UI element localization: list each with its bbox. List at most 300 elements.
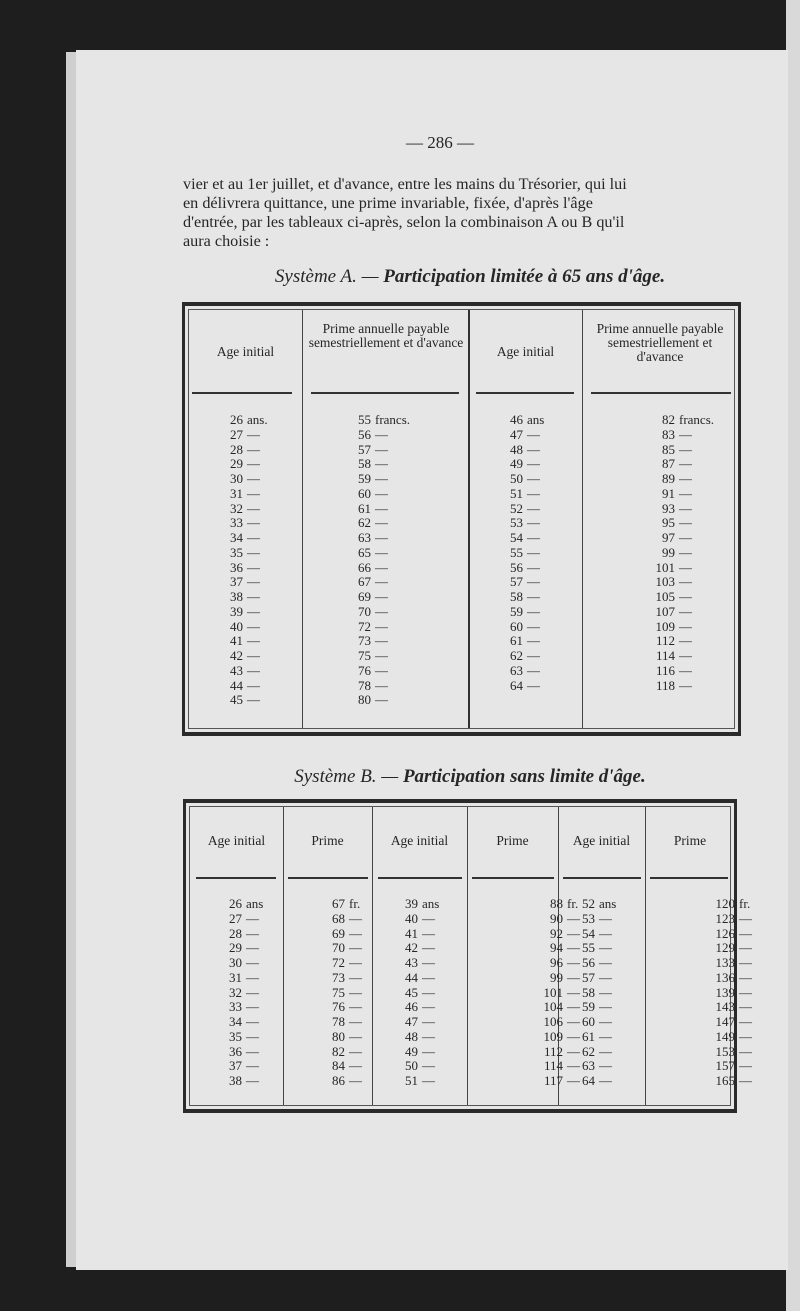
systeme-a-title: Participation limitée à 65 ans d'âge. <box>383 266 666 287</box>
header-prime: Prime annuelle payable semestriellement et d'avance <box>596 321 724 364</box>
age-value: 33 <box>230 515 243 531</box>
premium-value: 82 <box>662 412 675 427</box>
age-unit: — <box>247 589 260 604</box>
table-row <box>457 897 769 912</box>
age-value: 42 <box>230 648 243 663</box>
premium-value: 112 <box>543 1043 563 1059</box>
age-unit: — <box>247 662 260 678</box>
premium-value: 80 <box>332 1028 345 1044</box>
age-value: 39 <box>230 603 243 619</box>
age-unit: — <box>527 603 540 619</box>
age-value: 27 <box>230 426 243 442</box>
premium-unit: — <box>375 603 388 619</box>
age-unit: — <box>599 925 612 941</box>
age-unit: — <box>422 910 435 926</box>
age-unit: — <box>527 515 540 531</box>
age-value: 32 <box>229 984 242 1000</box>
age-value: 51 <box>510 485 523 501</box>
age-value: 32 <box>230 500 243 516</box>
table-row <box>161 413 435 428</box>
premium-value: 165 <box>715 1073 735 1088</box>
age-value: 64 <box>582 1073 595 1088</box>
age-value: 30 <box>229 955 242 970</box>
premium-unit: — <box>739 999 752 1015</box>
header-rule <box>196 877 276 879</box>
premium-unit: fr. <box>739 896 751 911</box>
table-row <box>161 502 435 517</box>
table-row <box>447 457 739 472</box>
age-unit: — <box>247 530 260 545</box>
table-row <box>161 472 435 487</box>
premium-value: 72 <box>358 618 371 634</box>
premium-unit: — <box>349 1058 362 1074</box>
age-value: 55 <box>582 940 595 956</box>
premium-value: 105 <box>655 589 675 604</box>
premium-value: 94 <box>550 940 563 956</box>
header-age-initial: Age initial <box>572 833 631 848</box>
premium-unit: — <box>739 1058 752 1074</box>
premium-unit: — <box>567 1058 580 1074</box>
age-unit: — <box>527 441 540 457</box>
age-unit: — <box>247 456 260 472</box>
table-row <box>457 1074 769 1089</box>
table-row <box>447 531 739 546</box>
premium-value: 82 <box>332 1043 345 1059</box>
table-row <box>457 1045 769 1060</box>
age-value: 53 <box>582 910 595 926</box>
age-unit: — <box>247 574 260 590</box>
premium-value: 62 <box>358 515 371 531</box>
premium-value: 84 <box>332 1058 345 1074</box>
age-value: 29 <box>229 940 242 956</box>
premium-value: 78 <box>358 677 371 693</box>
header-age-initial: Age initial <box>390 833 449 848</box>
table-row <box>161 516 435 531</box>
age-unit: — <box>527 471 540 486</box>
age-value: 35 <box>229 1028 242 1044</box>
premium-unit: — <box>679 441 692 457</box>
premium-unit: — <box>567 1014 580 1029</box>
age-value: 44 <box>405 969 418 985</box>
age-unit: — <box>422 925 435 941</box>
header-rule <box>472 877 554 879</box>
premium-value: 93 <box>662 500 675 516</box>
premium-unit: — <box>567 969 580 985</box>
table-row <box>447 472 739 487</box>
premium-value: 99 <box>662 544 675 560</box>
age-value: 57 <box>510 574 523 590</box>
table-row <box>457 1030 769 1045</box>
age-unit: — <box>527 559 540 575</box>
premium-unit: francs. <box>679 412 715 427</box>
premium-unit: — <box>739 910 752 926</box>
table-row <box>457 1015 769 1030</box>
page-number: — 286 — <box>406 133 474 152</box>
table-row <box>457 1000 769 1015</box>
premium-unit: — <box>567 1073 580 1088</box>
premium-value: 99 <box>550 969 563 985</box>
premium-unit: — <box>349 1028 362 1044</box>
premium-value: 78 <box>332 1014 345 1029</box>
header-age-initial: Age initial <box>216 344 275 359</box>
premium-value: 143 <box>715 999 735 1015</box>
age-value: 63 <box>510 662 523 678</box>
table-row <box>447 413 739 428</box>
premium-value: 56 <box>358 426 371 442</box>
premium-unit: — <box>679 456 692 472</box>
systeme-a-left-rows <box>161 413 435 708</box>
premium-unit: — <box>739 1073 752 1088</box>
age-value: 61 <box>510 633 523 649</box>
premium-value: 104 <box>543 999 563 1015</box>
intro-line: d'entrée, par les tableaux ci-après, selon la combinaison A ou B qu'il <box>183 213 625 231</box>
table-row <box>447 664 739 679</box>
age-value: 45 <box>230 692 243 708</box>
age-value: 54 <box>582 925 595 941</box>
table-row <box>447 679 739 694</box>
premium-unit: — <box>375 662 388 678</box>
age-value: 41 <box>230 633 243 649</box>
premium-value: 76 <box>332 999 345 1015</box>
age-unit: ans. <box>247 412 268 427</box>
age-unit: — <box>247 559 260 575</box>
table-row <box>161 634 435 649</box>
age-unit: — <box>527 677 540 693</box>
age-value: 58 <box>510 589 523 604</box>
age-unit: — <box>246 984 259 1000</box>
premium-unit: — <box>349 984 362 1000</box>
age-unit: — <box>247 471 260 486</box>
premium-unit: — <box>375 485 388 501</box>
premium-unit: — <box>567 984 580 1000</box>
table-row <box>161 679 435 694</box>
premium-unit: — <box>739 925 752 941</box>
intro-line: en délivrera quittance, une prime invariable, fixée, d'après l'âge <box>183 194 593 212</box>
premium-unit: fr. <box>567 896 579 911</box>
age-unit: — <box>247 426 260 442</box>
premium-value: 139 <box>715 984 735 1000</box>
age-value: 28 <box>229 925 242 941</box>
age-value: 59 <box>510 603 523 619</box>
age-unit: — <box>599 969 612 985</box>
premium-value: 92 <box>550 925 563 941</box>
premium-unit: — <box>375 530 388 545</box>
age-value: 37 <box>229 1058 242 1074</box>
premium-value: 75 <box>358 648 371 663</box>
age-unit: — <box>422 940 435 956</box>
systeme-b-group-rows <box>457 897 769 1089</box>
premium-value: 97 <box>662 530 675 545</box>
age-unit: — <box>527 426 540 442</box>
premium-unit: — <box>349 1014 362 1029</box>
premium-unit: — <box>739 969 752 985</box>
premium-value: 123 <box>715 910 735 926</box>
table-row <box>447 487 739 502</box>
premium-value: 70 <box>358 603 371 619</box>
age-unit: — <box>599 955 612 970</box>
header-age-initial: Age initial <box>496 344 555 359</box>
premium-unit: — <box>679 530 692 545</box>
table-row <box>447 443 739 458</box>
premium-unit: — <box>375 574 388 590</box>
table-row <box>161 546 435 561</box>
premium-unit: — <box>739 955 752 970</box>
age-value: 31 <box>230 485 243 501</box>
age-value: 27 <box>229 910 242 926</box>
age-value: 62 <box>582 1043 595 1059</box>
premium-unit: — <box>375 500 388 516</box>
systeme-a-right-rows <box>447 413 739 693</box>
premium-value: 126 <box>715 925 735 941</box>
age-unit: — <box>599 1014 612 1029</box>
age-value: 60 <box>510 618 523 634</box>
premium-unit: — <box>567 1028 580 1044</box>
age-unit: ans <box>527 412 545 427</box>
table-row <box>447 620 739 635</box>
table-row <box>447 546 739 561</box>
premium-unit: — <box>375 618 388 634</box>
age-unit: — <box>527 633 540 649</box>
premium-unit: — <box>739 940 752 956</box>
premium-value: 70 <box>332 940 345 956</box>
systeme-a-table <box>182 302 741 736</box>
premium-value: 106 <box>543 1014 563 1029</box>
premium-value: 114 <box>655 648 675 663</box>
premium-value: 67 <box>332 896 345 911</box>
table-row <box>447 590 739 605</box>
premium-value: 117 <box>543 1073 563 1088</box>
premium-unit: — <box>679 603 692 619</box>
age-value: 49 <box>510 456 523 472</box>
age-unit: — <box>422 1043 435 1059</box>
premium-value: 67 <box>358 574 371 590</box>
premium-value: 129 <box>715 940 735 956</box>
table-row <box>161 693 435 708</box>
age-unit: ans <box>599 896 617 911</box>
age-unit: — <box>599 984 612 1000</box>
premium-unit: — <box>739 1028 752 1044</box>
premium-value: 66 <box>358 559 371 575</box>
age-value: 62 <box>510 648 523 663</box>
header-prime: Prime <box>673 833 707 848</box>
premium-unit: — <box>679 500 692 516</box>
table-row <box>161 561 435 576</box>
age-value: 40 <box>230 618 243 634</box>
premium-value: 72 <box>332 955 345 970</box>
age-unit: — <box>247 618 260 634</box>
premium-unit: — <box>567 955 580 970</box>
age-value: 59 <box>582 999 595 1015</box>
table-row <box>447 634 739 649</box>
age-value: 52 <box>582 896 595 911</box>
premium-value: 101 <box>543 984 563 1000</box>
premium-unit: — <box>739 984 752 1000</box>
age-unit: — <box>422 969 435 985</box>
table-row <box>447 649 739 664</box>
table-row <box>161 620 435 635</box>
age-unit: — <box>247 692 260 708</box>
premium-unit: — <box>679 515 692 531</box>
intro-line: vier et au 1er juillet, et d'avance, entre les mains du Trésorier, qui lui <box>183 175 627 193</box>
age-value: 60 <box>582 1014 595 1029</box>
header-prime: Prime <box>496 833 529 848</box>
premium-unit: — <box>739 1014 752 1029</box>
premium-value: 85 <box>662 441 675 457</box>
premium-value: 83 <box>662 426 675 442</box>
premium-value: 133 <box>715 955 735 970</box>
age-value: 42 <box>405 940 418 956</box>
age-unit: ans <box>246 896 264 911</box>
age-value: 43 <box>230 662 243 678</box>
age-value: 49 <box>405 1043 418 1059</box>
age-value: 56 <box>582 955 595 970</box>
age-unit: — <box>246 1043 259 1059</box>
premium-unit: — <box>679 662 692 678</box>
premium-unit: — <box>375 426 388 442</box>
age-unit: — <box>247 485 260 501</box>
table-row <box>457 941 769 956</box>
table-row <box>447 575 739 590</box>
header-prime: Prime annuelle payable semestriellement et d'avance <box>308 321 464 350</box>
table-row <box>447 561 739 576</box>
age-value: 48 <box>405 1028 418 1044</box>
premium-value: 87 <box>662 456 675 472</box>
premium-value: 147 <box>715 1014 735 1029</box>
premium-value: 63 <box>358 530 371 545</box>
age-value: 26 <box>230 412 243 427</box>
premium-value: 109 <box>655 618 675 634</box>
header-rule <box>476 392 574 394</box>
table-row <box>447 516 739 531</box>
premium-value: 61 <box>358 500 371 516</box>
premium-unit: — <box>679 618 692 634</box>
age-value: 33 <box>229 999 242 1015</box>
table-row <box>161 531 435 546</box>
age-unit: — <box>527 648 540 663</box>
systeme-b-title: Participation sans limite d'âge. <box>402 766 646 787</box>
premium-value: 101 <box>655 559 675 575</box>
table-row <box>447 605 739 620</box>
table-row <box>161 428 435 443</box>
age-unit: — <box>246 1058 259 1074</box>
premium-unit: — <box>567 910 580 926</box>
premium-value: 95 <box>662 515 675 531</box>
age-unit: — <box>247 544 260 560</box>
age-unit: — <box>599 999 612 1015</box>
age-unit: — <box>527 618 540 634</box>
table-row <box>447 428 739 443</box>
age-value: 63 <box>582 1058 595 1074</box>
age-unit: — <box>246 955 259 970</box>
age-unit: — <box>422 984 435 1000</box>
header-rule <box>563 877 641 879</box>
adjacent-page-edge <box>786 0 800 1311</box>
table-row <box>457 971 769 986</box>
header-rule <box>650 877 728 879</box>
systeme-a-inner-frame <box>188 309 735 729</box>
premium-value: 112 <box>655 633 675 649</box>
age-value: 31 <box>229 969 242 985</box>
premium-unit: — <box>679 589 692 604</box>
table-row <box>161 443 435 458</box>
premium-value: 89 <box>662 471 675 486</box>
age-unit: — <box>246 1014 259 1029</box>
age-unit: — <box>246 1073 259 1088</box>
premium-value: 86 <box>332 1073 345 1088</box>
age-unit: — <box>246 925 259 941</box>
premium-value: 116 <box>655 662 675 678</box>
table-row <box>457 956 769 971</box>
premium-value: 68 <box>332 910 345 926</box>
age-unit: — <box>422 1058 435 1074</box>
premium-unit: — <box>679 471 692 486</box>
table-row <box>161 605 435 620</box>
age-value: 35 <box>230 544 243 560</box>
premium-unit: — <box>349 940 362 956</box>
age-value: 38 <box>230 589 243 604</box>
premium-value: 69 <box>332 925 345 941</box>
premium-unit: — <box>375 648 388 663</box>
age-unit: — <box>246 969 259 985</box>
age-unit: — <box>247 515 260 531</box>
age-unit: — <box>247 677 260 693</box>
premium-unit: — <box>567 1043 580 1059</box>
age-unit: — <box>246 999 259 1015</box>
systeme-b-table <box>183 799 752 1113</box>
premium-value: 65 <box>358 544 371 560</box>
premium-value: 109 <box>543 1028 563 1044</box>
premium-unit: — <box>567 925 580 941</box>
age-value: 39 <box>405 896 418 911</box>
premium-value: 60 <box>358 485 371 501</box>
age-value: 48 <box>510 441 523 457</box>
age-unit: — <box>247 603 260 619</box>
age-unit: — <box>527 500 540 516</box>
premium-unit: — <box>375 456 388 472</box>
age-value: 28 <box>230 441 243 457</box>
age-value: 38 <box>229 1073 242 1088</box>
header-rule <box>288 877 368 879</box>
systeme-a-label: Système A. — <box>274 266 384 287</box>
age-value: 56 <box>510 559 523 575</box>
age-value: 58 <box>582 984 595 1000</box>
age-unit: — <box>247 648 260 663</box>
age-unit: — <box>247 633 260 649</box>
table-row <box>161 649 435 664</box>
premium-unit: — <box>375 471 388 486</box>
age-value: 51 <box>405 1073 418 1088</box>
premium-unit: — <box>349 969 362 985</box>
age-value: 36 <box>230 559 243 575</box>
premium-value: 157 <box>715 1058 735 1074</box>
age-unit: — <box>599 910 612 926</box>
premium-unit: — <box>375 559 388 575</box>
premium-value: 58 <box>358 456 371 472</box>
premium-unit: — <box>375 692 388 708</box>
age-value: 54 <box>510 530 523 545</box>
header-rule <box>311 392 459 394</box>
age-value: 64 <box>510 677 523 693</box>
age-value: 47 <box>510 426 523 442</box>
age-unit: — <box>247 441 260 457</box>
age-value: 52 <box>510 500 523 516</box>
table-row <box>161 487 435 502</box>
systeme-b-inner-frame <box>189 806 752 1106</box>
premium-unit: — <box>375 441 388 457</box>
intro-paragraph <box>183 175 748 251</box>
premium-value: 153 <box>715 1043 735 1059</box>
age-unit: — <box>246 1028 259 1044</box>
